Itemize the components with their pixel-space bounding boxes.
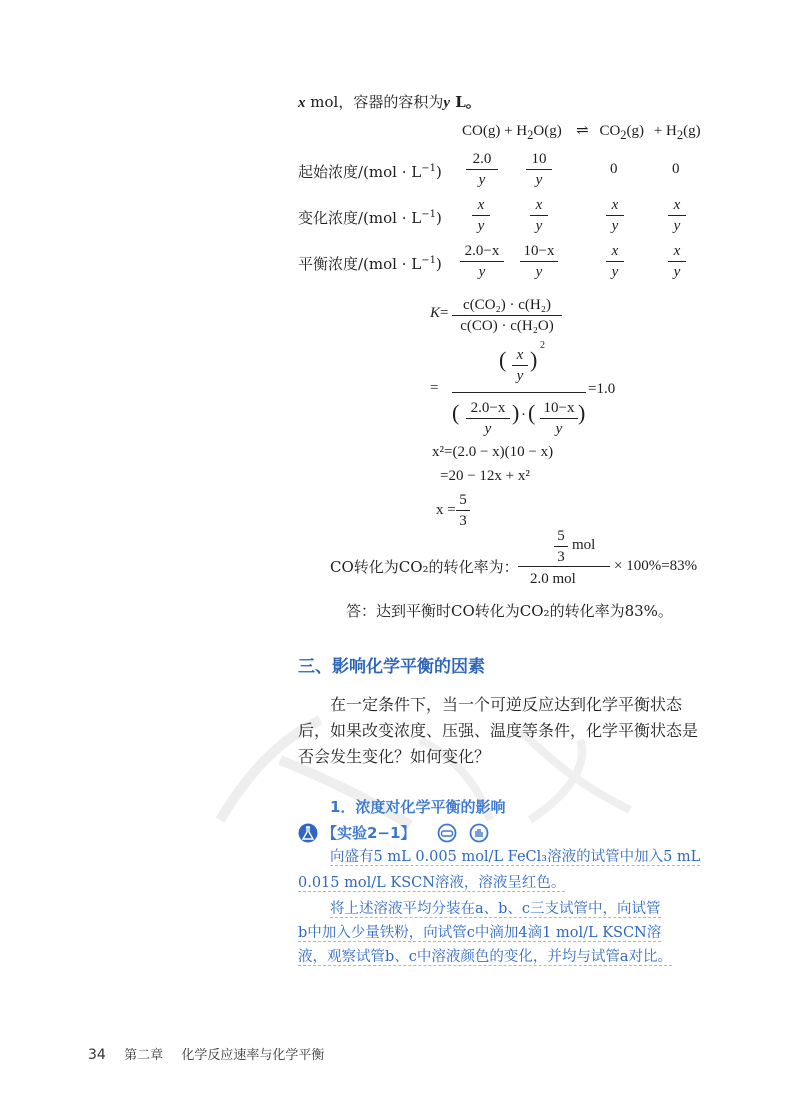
page-footer xyxy=(88,1044,324,1063)
k-d2-den: y xyxy=(555,421,563,437)
eq-co: CO(g) xyxy=(462,123,501,139)
k-d2-fraction xyxy=(540,399,578,438)
reaction-equation xyxy=(462,121,701,143)
change-co-fraction xyxy=(472,196,490,235)
change-h2-fraction xyxy=(668,196,686,235)
eq-h2-sub: 2 xyxy=(676,128,684,142)
change-co-den: y xyxy=(477,218,485,234)
row-eq-text: 平衡浓度/(mol · L xyxy=(298,255,422,273)
section-title: 三、影响化学平衡的因素 xyxy=(298,657,485,677)
k-inner-fraction xyxy=(512,346,528,385)
conversion-den: 2.0 mol xyxy=(530,571,576,587)
step-1: x²=(2.0 − x)(10 − x) xyxy=(432,444,554,460)
paragraph-line-3: 否会发生变化？如何变化？ xyxy=(298,747,491,766)
eq-h2o-fraction xyxy=(520,242,558,281)
change-h2o-den: y xyxy=(535,218,543,234)
eq-h2o-sub: 2 xyxy=(527,128,534,142)
initial-co-fraction xyxy=(466,150,498,189)
eq-co2-den: y xyxy=(611,264,619,280)
change-h2-num: x xyxy=(673,197,681,213)
eq-h2o-num: 10−x xyxy=(523,243,555,259)
k-letter: K xyxy=(430,305,441,321)
footer-title: 化学反应速率与化学平衡 xyxy=(181,1048,325,1063)
conversion-label: CO转化为CO₂的转化率为： xyxy=(330,558,519,576)
row-initial-label xyxy=(298,160,442,181)
row-equilibrium-label xyxy=(298,252,442,273)
change-h2-den: y xyxy=(673,218,681,234)
intro-y: y xyxy=(443,95,450,111)
experiment-line-3 xyxy=(330,898,661,921)
eq-h2-rest: (g) xyxy=(683,123,701,139)
k-equals: = xyxy=(440,305,449,321)
conversion-result: × 100%=83% xyxy=(614,558,698,574)
initial-h2o-num: 10 xyxy=(531,151,547,167)
eq-plus-h: + H xyxy=(500,123,528,139)
step-3-lhs: x = xyxy=(436,502,456,518)
paragraph-line-1: 在一定条件下，当一个可逆反应达到化学平衡状态 xyxy=(330,695,683,714)
k-fraction xyxy=(452,296,562,335)
answer-text: 答：达到平衡时CO转化为CO₂的转化率为83%。 xyxy=(346,602,673,620)
eq-co2-num: x xyxy=(611,243,619,259)
intro-line xyxy=(298,93,481,112)
eq-h2o-rest: O(g) xyxy=(533,123,562,139)
row-eq-close: ) xyxy=(435,255,442,273)
row-initial-sup: −1 xyxy=(421,163,436,174)
experiment-line-2 xyxy=(298,872,565,895)
conversion-inner-den: 3 xyxy=(557,549,565,565)
eq-arrow: ⇌ xyxy=(576,123,589,139)
eq-co2-fraction xyxy=(606,242,624,281)
eq-co2-rest: (g) xyxy=(626,123,645,139)
experiment-header xyxy=(298,822,489,843)
k-d1-fraction xyxy=(466,399,510,438)
subsection-title: 1．浓度对化学平衡的影响 xyxy=(330,798,506,816)
eq-plus-h2: + H xyxy=(653,123,677,139)
k-d2-paren-left: ( xyxy=(528,400,536,425)
eq-h2-fraction xyxy=(668,242,686,281)
row-change-close: ) xyxy=(435,209,442,227)
initial-co2-value: 0 xyxy=(610,161,618,177)
paragraph-line-2: 后，如果改变浓度、压强、温度等条件，化学平衡状态是 xyxy=(298,721,699,740)
eq-co-num: 2.0−x xyxy=(464,243,500,259)
step-2: =20 − 12x + x² xyxy=(440,468,530,484)
experiment-line-4 xyxy=(298,922,661,945)
k-equals-2: = xyxy=(430,380,439,396)
goggles-icon xyxy=(437,823,457,843)
conversion-num-unit: mol xyxy=(572,537,596,553)
step-3-fraction xyxy=(456,491,470,530)
row-change-label xyxy=(298,206,442,227)
k-numerator: c(CO₂) · c(H₂) xyxy=(463,297,551,313)
k-d1-paren-left: ( xyxy=(452,400,460,425)
k-d1-den: y xyxy=(484,421,492,437)
row-initial-close: ) xyxy=(435,163,442,181)
experiment-line-1-text: 向盛有5 mL 0.005 mol/L FeCl₃溶液的试管中加入5 mL xyxy=(330,849,701,865)
step-3-num: 5 xyxy=(459,492,467,508)
step-3-den: 3 xyxy=(459,513,467,529)
conversion-inner-fraction xyxy=(554,527,568,566)
experiment-line-5 xyxy=(298,946,672,969)
experiment-line-2-text: 0.015 mol/L KSCN溶液，溶液呈红色。 xyxy=(298,875,566,891)
k-main-bar xyxy=(452,392,586,393)
initial-h2-value: 0 xyxy=(672,161,680,177)
change-co2-fraction xyxy=(606,196,624,235)
initial-h2o-den: y xyxy=(535,172,543,188)
row-eq-sup: −1 xyxy=(421,255,436,266)
change-h2o-fraction xyxy=(530,196,548,235)
row-initial-text: 起始浓度/(mol · L xyxy=(298,163,422,181)
initial-h2o-fraction xyxy=(526,150,552,189)
eq-co-den: y xyxy=(478,264,486,280)
change-h2o-num: x xyxy=(535,197,543,213)
footer-chapter: 第二章 xyxy=(124,1048,164,1063)
eq-co2: CO xyxy=(599,123,621,139)
eq-co-fraction xyxy=(460,242,504,281)
k-denominator: c(CO) · c(H₂O) xyxy=(460,318,554,334)
conversion-inner-num: 5 xyxy=(557,528,565,544)
conversion-bar xyxy=(518,566,610,567)
hand-protection-icon xyxy=(469,823,489,843)
row-change-sup: −1 xyxy=(421,209,436,220)
page-number: 34 xyxy=(88,1047,106,1063)
k-d2-paren-right: ) xyxy=(578,400,586,425)
initial-co-num: 2.0 xyxy=(472,151,492,167)
intro-unit: L。 xyxy=(450,93,481,111)
experiment-tag: 【实验2−1】 xyxy=(322,824,416,842)
k-d1-paren-right: ) xyxy=(512,400,520,425)
eq-h2o-den: y xyxy=(535,264,543,280)
k-symbol xyxy=(430,305,448,322)
row-change-text: 变化浓度/(mol · L xyxy=(298,209,422,227)
experiment-line-1 xyxy=(330,846,700,869)
experiment-line-3-text: 将上述溶液平均分装在a、b、c三支试管中，向试管 xyxy=(330,901,661,917)
k-d1-num: 2.0−x xyxy=(470,400,506,416)
change-co-num: x xyxy=(477,197,485,213)
k-inner-den: y xyxy=(516,368,524,384)
k-d2-num: 10−x xyxy=(543,400,575,416)
intro-text: mol，容器的容积为 xyxy=(305,93,444,111)
k-square: 2 xyxy=(540,340,545,351)
k-inner-paren-left: ( xyxy=(499,347,507,372)
k-inner-num: x xyxy=(516,347,524,363)
k-d-dot: · xyxy=(521,407,526,423)
k-inner-paren-right: ) xyxy=(530,347,538,372)
flask-icon xyxy=(298,823,318,843)
eq-co2-sub: 2 xyxy=(620,128,627,142)
experiment-line-5-text: 液，观察试管b、c中溶液颜色的变化，并均与试管a对比。 xyxy=(298,949,673,965)
change-co2-den: y xyxy=(611,218,619,234)
intro-x: x xyxy=(298,95,306,111)
eq-h2-num: x xyxy=(673,243,681,259)
initial-co-den: y xyxy=(478,172,486,188)
change-co2-num: x xyxy=(611,197,619,213)
experiment-line-4-text: b中加入少量铁粉，向试管c中滴加4滴1 mol/L KSCN溶 xyxy=(298,925,662,941)
k-result: =1.0 xyxy=(588,381,616,397)
eq-h2-den: y xyxy=(673,264,681,280)
